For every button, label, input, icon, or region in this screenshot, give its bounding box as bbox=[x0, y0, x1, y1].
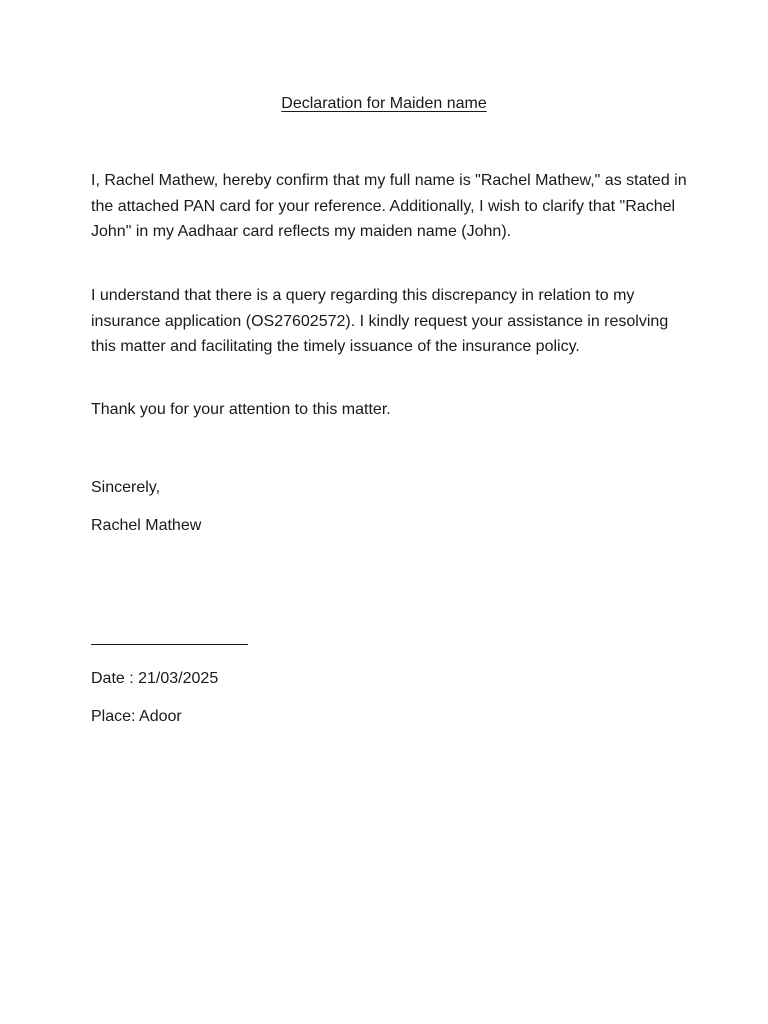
signature-line bbox=[91, 644, 248, 645]
date-line: Date : 21/03/2025 bbox=[91, 670, 219, 687]
paragraph-name-confirmation: I, Rachel Mathew, hereby confirm that my full name is "Rachel Mathew," as stated in the attached PAN card for your reference. Additionally, I wish to clarify that "Rachel John" in my Aadhaar card reflects my maiden name (John). bbox=[91, 172, 687, 240]
document-title: Declaration for Maiden name bbox=[281, 95, 487, 112]
paragraph-query-request: I understand that there is a query regarding this discrepancy in relation to my insurance application (OS27602572). I kindly request your assistance in resolving this matter and facilitating the timely issuance of the insurance policy. bbox=[91, 287, 669, 355]
paragraph-thanks: Thank you for your attention to this matter. bbox=[91, 401, 391, 418]
closing-salutation: Sincerely, bbox=[91, 479, 161, 496]
place-line: Place: Adoor bbox=[91, 708, 182, 725]
signatory-name: Rachel Mathew bbox=[91, 517, 202, 534]
